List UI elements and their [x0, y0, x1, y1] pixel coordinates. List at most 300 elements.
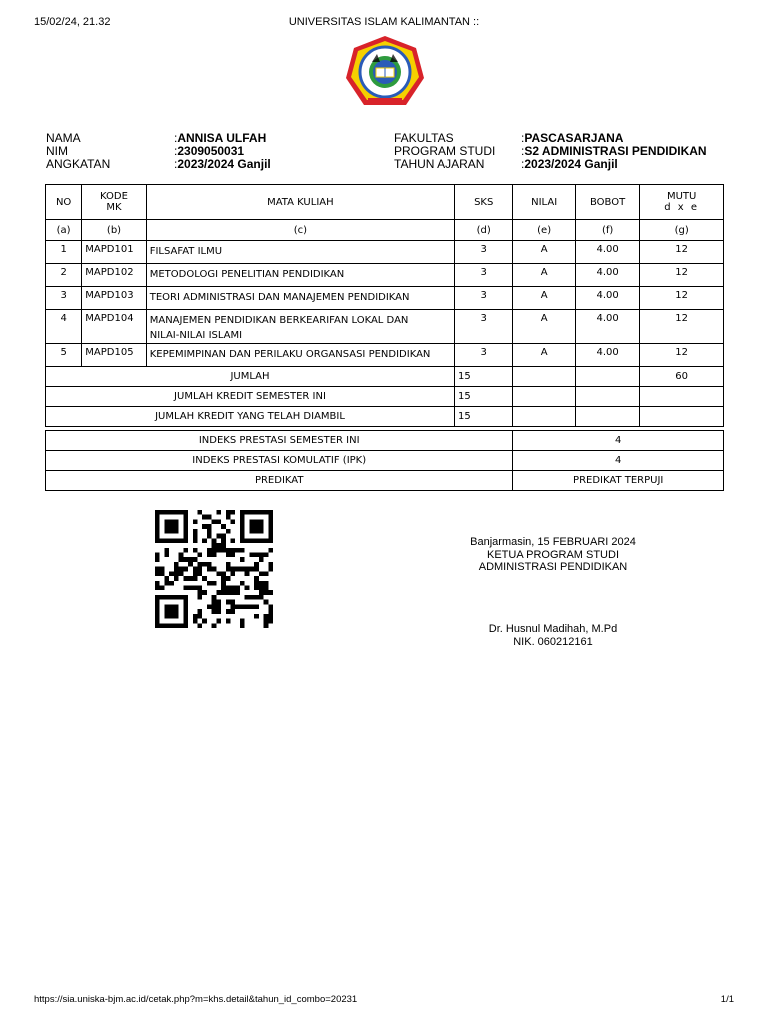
course-name: FILSAFAT ILMU [146, 241, 454, 264]
course-no: 2 [46, 264, 82, 287]
header-mutu [640, 185, 724, 220]
qr-module [216, 543, 221, 548]
header-kode-line2: MK [106, 202, 122, 213]
qr-module [231, 600, 236, 605]
qr-module [197, 590, 202, 595]
qr-module [221, 534, 226, 539]
qr-module [226, 529, 231, 534]
course-sks: 3 [455, 287, 513, 310]
table-row [46, 241, 724, 264]
qr-module [155, 524, 160, 529]
qr-module [164, 552, 169, 557]
qr-module [249, 595, 254, 600]
qr-module [155, 609, 160, 614]
course-sks: 3 [455, 310, 513, 344]
qr-module [164, 581, 169, 586]
course-bobot: 4.00 [575, 310, 639, 344]
qr-module [183, 604, 188, 609]
ipk-value: 4 [513, 451, 724, 471]
qr-module [226, 600, 231, 605]
qr-module [259, 538, 264, 543]
qr-module [188, 557, 193, 562]
qr-module [193, 576, 198, 581]
qr-module [164, 548, 169, 553]
qr-module [207, 524, 212, 529]
qr-module [183, 519, 188, 524]
qr-module [155, 614, 160, 619]
qr-module [155, 595, 160, 600]
qr-module [249, 510, 254, 515]
qr-module [264, 571, 269, 576]
qr-module [188, 562, 193, 567]
kredit-diambil-row [46, 407, 724, 427]
qr-module [174, 609, 179, 614]
qr-module [226, 586, 231, 591]
qr-module [207, 562, 212, 567]
qr-module [174, 567, 179, 572]
qr-module [264, 600, 269, 605]
kredit-semester-empty-2 [575, 387, 639, 407]
qr-module [183, 609, 188, 614]
qr-module [240, 529, 245, 534]
course-nilai: A [513, 241, 575, 264]
print-url: https://sia.uniska-bjm.ac.id/cetak.php?m=khs.detail&tahun_id_combo=20231 [34, 994, 358, 1005]
student-nim: 2309050031 [177, 144, 245, 158]
qr-module [240, 538, 245, 543]
qr-module [264, 590, 269, 595]
letter-b: (b) [82, 220, 146, 241]
qr-module [240, 623, 245, 628]
qr-module [216, 609, 221, 614]
qr-module [249, 519, 254, 524]
qr-module [268, 529, 273, 534]
qr-module [221, 590, 226, 595]
qr-module [259, 510, 264, 515]
qr-module [193, 534, 198, 539]
qr-module [169, 519, 174, 524]
qr-module [226, 510, 231, 515]
qr-module [193, 529, 198, 534]
qr-module [155, 604, 160, 609]
student-info-left: NAMA : ANNISA ULFAH NIM : 2309050031 ANGKATAN : 2023/2024 Ganjil [46, 131, 271, 171]
qr-module [254, 529, 259, 534]
qr-module [245, 567, 250, 572]
qr-module [155, 623, 160, 628]
qr-module [164, 623, 169, 628]
qr-module [245, 586, 250, 591]
ips-value: 4 [513, 431, 724, 451]
qr-module [179, 538, 184, 543]
course-bobot: 4.00 [575, 264, 639, 287]
header-kode-line1: KODE [100, 191, 128, 202]
qr-module [155, 515, 160, 520]
qr-module [245, 510, 250, 515]
course-bobot: 4.00 [575, 241, 639, 264]
course-nilai: A [513, 264, 575, 287]
qr-module [183, 576, 188, 581]
qr-module [216, 510, 221, 515]
qr-module [174, 538, 179, 543]
qr-module [160, 538, 165, 543]
qr-module [231, 552, 236, 557]
qr-module [212, 609, 217, 614]
qr-module [207, 515, 212, 520]
qr-module [202, 590, 207, 595]
ipk-label: INDEKS PRESTASI KOMULATIF (IPK) [46, 451, 513, 471]
nama-label: NAMA [46, 131, 81, 145]
qr-module [183, 515, 188, 520]
qr-module [254, 604, 259, 609]
qr-module [197, 595, 202, 600]
print-header [34, 16, 734, 30]
qr-module [155, 571, 160, 576]
header-mutu-line2: d x e [664, 202, 700, 213]
jumlah-nilai-empty [513, 367, 575, 387]
student-angkatan: 2023/2024 Ganjil [177, 157, 271, 171]
qr-module [183, 586, 188, 591]
course-name: METODOLOGI PENELITIAN PENDIDIKAN [146, 264, 454, 287]
qr-module [221, 586, 226, 591]
course-mutu: 12 [640, 241, 724, 264]
qr-module [249, 604, 254, 609]
qr-module [264, 538, 269, 543]
qr-code [152, 510, 276, 628]
qr-module [240, 534, 245, 539]
qr-module [179, 557, 184, 562]
qr-module [259, 552, 264, 557]
signatory-nik: NIK. 060212161 [513, 635, 593, 648]
qr-module [254, 567, 259, 572]
angkatan-label: ANGKATAN [46, 157, 111, 171]
qr-module [207, 529, 212, 534]
letter-f: (f) [575, 220, 639, 241]
qr-module [183, 614, 188, 619]
qr-module [174, 571, 179, 576]
qr-module [169, 614, 174, 619]
qr-module [240, 548, 245, 553]
student-fakultas: PASCASARJANA [524, 131, 624, 145]
qr-module [264, 552, 269, 557]
kredit-diambil-empty-3 [640, 407, 724, 427]
qr-module [259, 571, 264, 576]
qr-module [207, 548, 212, 553]
qr-module [155, 529, 160, 534]
qr-module [226, 548, 231, 553]
kredit-diambil-empty-2 [575, 407, 639, 427]
course-code: MAPD104 [82, 310, 146, 344]
qr-module [254, 576, 259, 581]
qr-module [254, 519, 259, 524]
qr-module [169, 609, 174, 614]
qr-module [155, 619, 160, 624]
fakultas-label: FAKULTAS [394, 131, 454, 145]
qr-module [183, 600, 188, 605]
qr-module [160, 567, 165, 572]
qr-module [268, 614, 273, 619]
qr-module [216, 590, 221, 595]
letter-e: (e) [513, 220, 575, 241]
kredit-semester-value: 15 [455, 387, 513, 407]
qr-module [245, 571, 250, 576]
qr-module [268, 534, 273, 539]
kredit-diambil-empty-1 [513, 407, 575, 427]
qr-module [240, 604, 245, 609]
qr-module [197, 614, 202, 619]
course-name: TEORI ADMINISTRASI DAN MANAJEMEN PENDIDIKAN [146, 287, 454, 310]
qr-module [264, 614, 269, 619]
qr-module [249, 567, 254, 572]
qr-module [254, 586, 259, 591]
qr-module [193, 571, 198, 576]
jumlah-row [46, 367, 724, 387]
jumlah-bobot-empty [575, 367, 639, 387]
student-name: ANNISA ULFAH [177, 131, 267, 145]
table-row [46, 264, 724, 287]
qr-module [216, 519, 221, 524]
qr-module [259, 586, 264, 591]
qr-module [164, 524, 169, 529]
course-mutu: 12 [640, 264, 724, 287]
qr-module [174, 595, 179, 600]
qr-module [193, 548, 198, 553]
qr-module [169, 538, 174, 543]
course-mutu: 12 [640, 287, 724, 310]
predikat-value: PREDIKAT TERPUJI [513, 471, 724, 491]
header-no: NO [46, 185, 82, 220]
header-mutu-line1: MUTU [666, 191, 697, 202]
course-name-line1: MANAJEMEN PENDIDIKAN BERKEARIFAN LOKAL DAN [149, 315, 409, 326]
kredit-semester-empty-3 [640, 387, 724, 407]
course-no: 1 [46, 241, 82, 264]
qr-module [226, 552, 231, 557]
student-info-right: FAKULTAS : PASCASARJANA PROGRAM STUDI : S2 ADMINISTRASI PENDIDIKAN TAHUN AJARAN : 2023/2024 Ganjil [394, 131, 707, 171]
qr-module [164, 609, 169, 614]
qr-module [174, 562, 179, 567]
signature-position-2: ADMINISTRASI PENDIDIKAN [478, 561, 628, 573]
qr-module [254, 581, 259, 586]
qr-module [169, 571, 174, 576]
qr-module [160, 595, 165, 600]
qr-module [174, 576, 179, 581]
qr-module [259, 524, 264, 529]
course-name [146, 310, 454, 344]
qr-module [160, 586, 165, 591]
course-nilai: A [513, 287, 575, 310]
qr-module [268, 515, 273, 520]
ips-label: INDEKS PRESTASI SEMESTER INI [46, 431, 513, 451]
qr-module [155, 510, 160, 515]
qr-module [183, 567, 188, 572]
qr-module [212, 543, 217, 548]
prodi-label: PROGRAM STUDI [394, 144, 496, 158]
qr-module [207, 552, 212, 557]
qr-module [155, 538, 160, 543]
qr-module [174, 614, 179, 619]
qr-module [231, 571, 236, 576]
qr-module [193, 619, 198, 624]
qr-module [254, 562, 259, 567]
qr-module [207, 604, 212, 609]
qr-module [197, 623, 202, 628]
course-sks: 3 [455, 344, 513, 367]
qr-module [207, 534, 212, 539]
qr-module [183, 619, 188, 624]
qr-module [240, 515, 245, 520]
qr-module [193, 538, 198, 543]
qr-module [240, 524, 245, 529]
qr-module [235, 586, 240, 591]
qr-module [202, 562, 207, 567]
page-number: 1/1 [720, 994, 734, 1005]
qr-module [202, 538, 207, 543]
qr-module [231, 590, 236, 595]
qr-module [216, 600, 221, 605]
qr-module [226, 567, 231, 572]
qr-module [212, 519, 217, 524]
letter-a: (a) [46, 220, 82, 241]
qr-module [249, 529, 254, 534]
qr-module [221, 548, 226, 553]
kredit-diambil-value: 15 [455, 407, 513, 427]
qr-module [183, 595, 188, 600]
qr-module [169, 529, 174, 534]
qr-module [212, 538, 217, 543]
qr-module [264, 586, 269, 591]
qr-module [169, 623, 174, 628]
header-kode [82, 185, 146, 220]
qr-module [188, 586, 193, 591]
course-no: 3 [46, 287, 82, 310]
qr-module [164, 576, 169, 581]
qr-module [231, 567, 236, 572]
qr-module [202, 515, 207, 520]
qr-module [169, 510, 174, 515]
jumlah-mutu: 60 [640, 367, 724, 387]
kredit-semester-empty-1 [513, 387, 575, 407]
course-code: MAPD103 [82, 287, 146, 310]
qr-module [197, 567, 202, 572]
letter-d: (d) [455, 220, 513, 241]
qr-module [240, 510, 245, 515]
qr-module [174, 623, 179, 628]
qr-module [174, 604, 179, 609]
qr-module [155, 519, 160, 524]
qr-module [264, 619, 269, 624]
qr-module [226, 562, 231, 567]
qr-module [268, 590, 273, 595]
student-tahun: 2023/2024 Ganjil [524, 157, 618, 171]
predikat-label: PREDIKAT [46, 471, 513, 491]
qr-module [212, 604, 217, 609]
nim-label: NIM [46, 144, 68, 158]
qr-module [231, 510, 236, 515]
qr-module [221, 571, 226, 576]
qr-module [226, 515, 231, 520]
predikat-row [46, 471, 724, 491]
header-nilai: NILAI [513, 185, 575, 220]
qr-module [212, 623, 217, 628]
course-mutu: 12 [640, 344, 724, 367]
qr-module [207, 567, 212, 572]
course-no: 4 [46, 310, 82, 344]
qr-module [268, 604, 273, 609]
qr-module [207, 581, 212, 586]
kredit-diambil-label: JUMLAH KREDIT YANG TELAH DIAMBIL [46, 407, 455, 427]
qr-module [221, 524, 226, 529]
qr-module [155, 534, 160, 539]
signature-place-date: Banjarmasin, 15 FEBRUARI 2024 [470, 536, 636, 548]
qr-module [193, 557, 198, 562]
qr-module [155, 552, 160, 557]
table-row [46, 310, 724, 344]
qr-module [268, 538, 273, 543]
course-nilai: A [513, 344, 575, 367]
qr-module [221, 543, 226, 548]
qr-module [202, 619, 207, 624]
signature-block [446, 536, 660, 574]
site-title: UNIVERSITAS ISLAM KALIMANTAN :: [288, 16, 480, 28]
qr-module [212, 567, 217, 572]
student-prodi: S2 ADMINISTRASI PENDIDIKAN [524, 144, 707, 158]
qr-module [169, 595, 174, 600]
qr-module [245, 538, 250, 543]
qr-module [221, 538, 226, 543]
qr-module [212, 581, 217, 586]
qr-module [202, 524, 207, 529]
qr-module [164, 595, 169, 600]
qr-module [249, 552, 254, 557]
course-bobot: 4.00 [575, 344, 639, 367]
qr-module [164, 538, 169, 543]
course-sks: 3 [455, 241, 513, 264]
qr-module [216, 619, 221, 624]
table-row [46, 344, 724, 367]
qr-module [259, 519, 264, 524]
qr-module [164, 529, 169, 534]
qr-module [197, 552, 202, 557]
tahun-label: TAHUN AJARAN [394, 157, 485, 171]
qr-module [212, 548, 217, 553]
qr-module [259, 595, 264, 600]
header-bobot: BOBOT [575, 185, 639, 220]
qr-module [188, 576, 193, 581]
qr-module [155, 581, 160, 586]
kredit-semester-row [46, 387, 724, 407]
course-mutu: 12 [640, 310, 724, 344]
course-code: MAPD102 [82, 264, 146, 287]
qr-module [231, 548, 236, 553]
qr-module [179, 552, 184, 557]
qr-module [183, 510, 188, 515]
qr-module [254, 510, 259, 515]
qr-module [226, 619, 231, 624]
qr-module [259, 557, 264, 562]
qr-module [240, 567, 245, 572]
ipk-row [46, 451, 724, 471]
qr-module [259, 590, 264, 595]
qr-module [183, 623, 188, 628]
qr-module [197, 510, 202, 515]
qr-module [164, 614, 169, 619]
qr-module [183, 548, 188, 553]
jumlah-label: JUMLAH [46, 367, 455, 387]
qr-module [193, 567, 198, 572]
letter-g: (g) [640, 220, 724, 241]
qr-module [179, 595, 184, 600]
qr-module [268, 510, 273, 515]
qr-module [174, 519, 179, 524]
qr-module [197, 609, 202, 614]
